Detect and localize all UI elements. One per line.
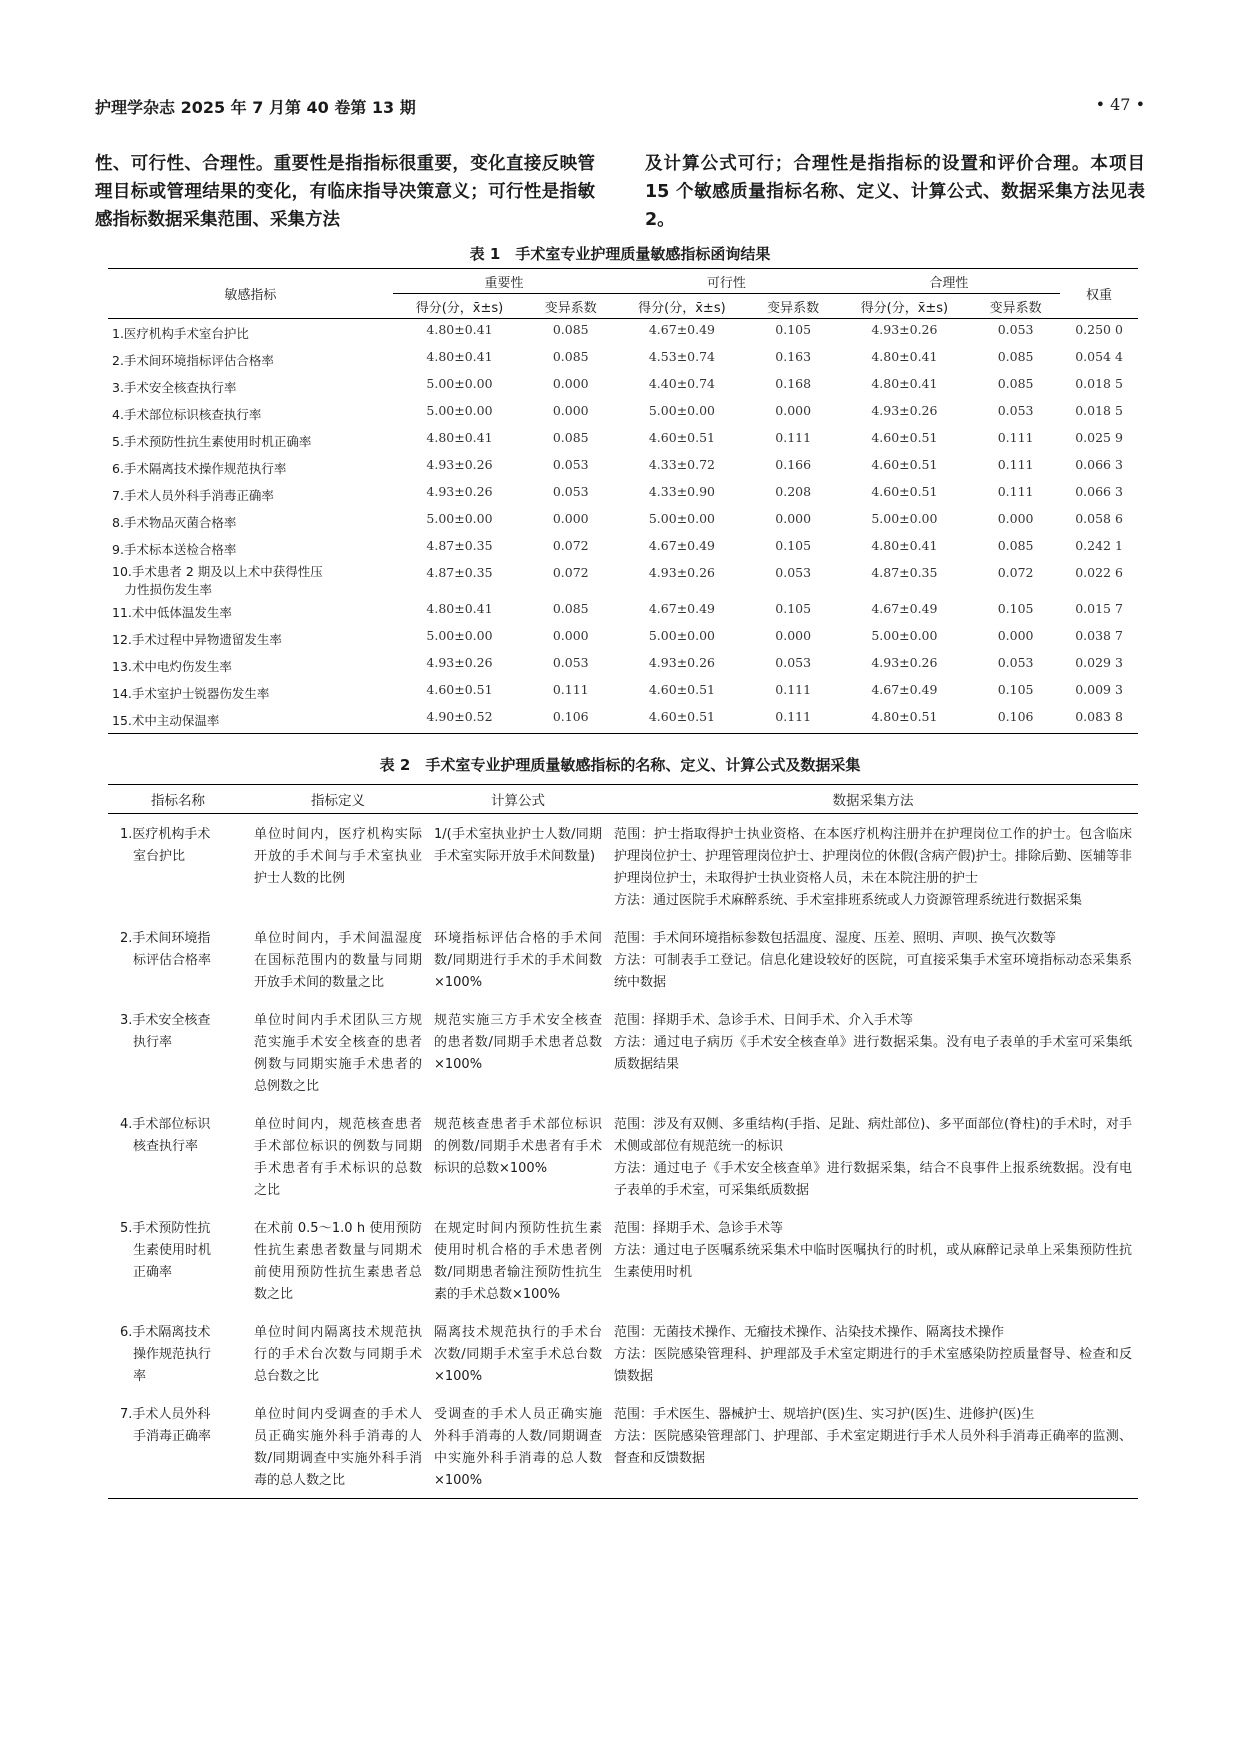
feasibility-score: 4.40±0.74 [648,376,715,391]
t1-header-indicator: 敏感指标 [108,269,393,319]
importance-cv: 0.053 [552,457,589,472]
rationality-cv: 0.000 [997,511,1034,526]
feasibility-cv: 0.053 [775,565,812,580]
table-row [108,373,1138,400]
table-row [108,706,1138,734]
table-row [108,427,1138,454]
feasibility-score: 4.67±0.49 [648,601,715,616]
feasibility-score: 4.60±0.51 [648,682,715,697]
table-row [108,679,1138,706]
importance-score: 4.90±0.52 [393,706,526,734]
intro-text [95,150,1145,230]
weight-value: 0.083 8 [1060,706,1138,734]
rationality-score: 4.60±0.51 [871,430,938,445]
importance-cv: 0.111 [552,682,589,697]
table-row [108,562,1138,598]
indicator-name: 4.手术部位标识 核查执行率 [120,1117,211,1154]
feasibility-score: 4.93±0.26 [648,565,715,580]
table-row [108,598,1138,625]
indicator-definition: 单位时间内手术团队三方规范实施手术安全核查的患者例数与同期实施手术患者的总例数之比 [254,1013,422,1094]
feasibility-cv: 0.000 [775,511,812,526]
rationality-cv: 0.000 [997,628,1034,643]
feasibility-score: 4.33±0.72 [648,457,715,472]
page-number: • 47 • [1095,95,1145,114]
importance-cv: 0.000 [552,403,589,418]
weight-value: 0.022 6 [1075,565,1123,580]
table-row [108,508,1138,535]
indicator-name: 9.手术标本送检合格率 [112,541,237,557]
rationality-score: 4.67±0.49 [871,682,938,697]
rationality-score: 4.93±0.26 [871,655,938,670]
indicator-name: 13.术中电灼伤发生率 [112,658,232,674]
importance-cv: 0.053 [552,655,589,670]
importance-score: 4.93±0.26 [426,457,493,472]
rationality-score: 4.87±0.35 [871,565,938,580]
importance-score: 4.80±0.41 [426,322,493,337]
indicator-name: 2.手术间环境指 标评估合格率 [120,931,212,968]
calculation-formula: 1/(手术室执业护士人数/同期手术室实际开放手术间数量) [434,827,602,864]
rationality-score: 5.00±0.00 [871,511,938,526]
importance-score: 4.87±0.35 [426,565,493,580]
feasibility-score: 4.60±0.51 [648,430,715,445]
weight-value: 0.029 3 [1075,655,1123,670]
rationality-cv: 0.105 [997,601,1034,616]
rationality-score: 4.80±0.51 [838,706,971,734]
importance-cv: 0.000 [552,376,589,391]
feasibility-score: 4.67±0.49 [648,538,715,553]
indicator-definition: 单位时间内隔离技术规范执行的手术台次数与同期手术总台数之比 [254,1325,422,1384]
table1 [108,268,1138,734]
rationality-score: 4.67±0.49 [871,601,938,616]
importance-cv: 0.085 [552,430,589,445]
data-collection-method: 范围：护士指取得护士执业资格、在本医疗机构注册并在护理岗位工作的护士。包含临床护理岗位护士、护理管理岗位护士、护理岗位的休假(含病产假)护士。排除后勤、医辅等非护理岗位护士，未取得护士执业资格人员，未在本院注册的护士 方法：通过医院手术麻醉系统、手术室排班系统或人力资源管理系统进行数据采集 [614,827,1132,908]
weight-value: 0.018 5 [1075,376,1123,391]
table-row [108,481,1138,508]
table2 [108,784,1138,1499]
indicator-name: 3.手术安全核查执行率 [112,379,237,395]
feasibility-cv: 0.168 [775,376,812,391]
indicator-name: 12.手术过程中异物遗留发生率 [112,631,282,647]
data-collection-method: 范围：择期手术、急诊手术等 方法：通过电子医嘱系统采集术中临时医嘱执行的时机，或从麻醉记录单上采集预防性抗生素使用时机 [614,1221,1132,1280]
weight-value: 0.054 4 [1075,349,1123,364]
rationality-cv: 0.085 [997,538,1034,553]
table-row [108,1208,1138,1312]
indicator-name: 11.术中低体温发生率 [112,604,232,620]
feasibility-cv: 0.105 [775,322,812,337]
rationality-cv: 0.105 [997,682,1034,697]
t1-header-cv: 变异系数 [971,294,1060,319]
rationality-score: 4.60±0.51 [871,484,938,499]
indicator-definition: 在术前 0.5～1.0 h 使用预防性抗生素患者数量与同期术前使用预防性抗生素患者总数之比 [254,1221,422,1302]
importance-cv: 0.085 [552,601,589,616]
feasibility-cv: 0.053 [775,655,812,670]
data-collection-method: 范围：择期手术、急诊手术、日间手术、介入手术等 方法：通过电子病历《手术安全核查单》进行数据采集。没有电子表单的手术室可采集纸质数据结果 [614,1013,1132,1072]
rationality-score: 4.60±0.51 [871,457,938,472]
t1-header-importance: 重要性 [393,269,615,294]
weight-value: 0.250 0 [1075,322,1123,337]
importance-score: 4.93±0.26 [426,655,493,670]
feasibility-cv: 0.163 [775,349,812,364]
feasibility-cv: 0.000 [775,628,812,643]
table-row [108,400,1138,427]
indicator-definition: 单位时间内，规范核查患者手术部位标识的例数与同期手术患者有手术标识的总数之比 [254,1117,422,1198]
indicator-name: 8.手术物品灭菌合格率 [112,514,237,530]
weight-value: 0.058 6 [1075,511,1123,526]
importance-score: 4.87±0.35 [426,538,493,553]
importance-cv: 0.053 [552,484,589,499]
intro-column-left: 性、可行性、合理性。重要性是指指标很重要，变化直接反映管理目标或管理结果的变化，有临床指导决策意义；可行性是指敏感指标数据采集范围、采集方法 [95,154,595,230]
importance-score: 5.00±0.00 [426,376,493,391]
importance-score: 4.80±0.41 [426,430,493,445]
rationality-cv: 0.053 [997,322,1034,337]
indicator-name: 5.手术预防性抗生素使用时机正确率 [112,433,312,449]
t2-header-name: 指标名称 [108,785,248,814]
calculation-formula: 隔离技术规范执行的手术台次数/同期手术室手术总台数×100% [434,1325,602,1384]
importance-score: 5.00±0.00 [426,403,493,418]
data-collection-method: 范围：无菌技术操作、无瘤技术操作、沾染技术操作、隔离技术操作 方法：医院感染管理科、护理部及手术室定期进行的手术室感染防控质量督导、检查和反馈数据 [614,1325,1132,1384]
table2-caption: 表 2 手术室专业护理质量敏感指标的名称、定义、计算公式及数据采集 [379,756,861,774]
table-row [108,814,1138,919]
feasibility-score: 4.67±0.49 [648,322,715,337]
table1-caption: 表 1 手术室专业护理质量敏感指标函询结果 [469,245,771,263]
weight-value: 0.242 1 [1075,538,1123,553]
table-row [108,1104,1138,1208]
rationality-cv: 0.053 [997,403,1034,418]
rationality-score: 4.80±0.41 [871,349,938,364]
weight-value: 0.066 3 [1075,484,1123,499]
t2-header-definition: 指标定义 [248,785,428,814]
data-collection-method: 范围：涉及有双侧、多重结构(手指、足趾、病灶部位)、多平面部位(脊柱)的手术时，对手术侧或部位有规范统一的标识 方法：通过电子《手术安全核查单》进行数据采集，结合不良事件上报系统数据。没有电子表单的手术室，可采集纸质数据 [614,1117,1132,1198]
feasibility-cv: 0.111 [749,706,838,734]
t2-header-formula: 计算公式 [428,785,608,814]
importance-score: 4.93±0.26 [426,484,493,499]
feasibility-score: 5.00±0.00 [648,511,715,526]
calculation-formula: 在规定时间内预防性抗生素使用时机合格的手术患者例数/同期患者输注预防性抗生素的手术总数×100% [434,1221,602,1302]
feasibility-cv: 0.166 [775,457,812,472]
rationality-cv: 0.072 [997,565,1034,580]
rationality-cv: 0.085 [997,349,1034,364]
feasibility-cv: 0.105 [775,538,812,553]
indicator-name: 7.手术人员外科手消毒正确率 [112,487,274,503]
importance-cv: 0.072 [552,538,589,553]
t1-header-cv: 变异系数 [526,294,615,319]
importance-score: 5.00±0.00 [426,511,493,526]
indicator-definition: 单位时间内，医疗机构实际开放的手术间与手术室执业护士人数的比例 [254,827,422,886]
indicator-name: 3.手术安全核查 执行率 [120,1013,211,1050]
importance-score: 4.80±0.41 [426,349,493,364]
importance-score: 4.60±0.51 [426,682,493,697]
t1-header-rationality: 合理性 [838,269,1060,294]
indicator-name: 6.手术隔离技术操作规范执行率 [112,460,287,476]
importance-cv: 0.000 [552,511,589,526]
feasibility-score: 4.60±0.51 [615,706,748,734]
indicator-name: 14.手术室护士锐器伤发生率 [112,685,270,701]
feasibility-score: 4.93±0.26 [648,655,715,670]
importance-cv: 0.000 [552,628,589,643]
indicator-name: 1.医疗机构手术室台护比 [112,325,249,341]
t1-header-weight: 权重 [1060,269,1138,319]
importance-score: 5.00±0.00 [426,628,493,643]
feasibility-score: 4.33±0.90 [648,484,715,499]
feasibility-cv: 0.111 [775,682,812,697]
feasibility-cv: 0.000 [775,403,812,418]
feasibility-cv: 0.208 [775,484,812,499]
table-row [108,319,1138,347]
weight-value: 0.009 3 [1075,682,1123,697]
calculation-formula: 规范实施三方手术安全核查的患者数/同期手术患者总数×100% [434,1013,602,1072]
indicator-name: 4.手术部位标识核查执行率 [112,406,262,422]
table-row [108,625,1138,652]
calculation-formula: 受调查的手术人员正确实施外科手消毒的人数/同期调查中实施外科手消毒的总人数×100% [428,1394,608,1499]
weight-value: 0.015 7 [1075,601,1123,616]
table-row [108,1394,1138,1499]
indicator-name: 7.手术人员外科 手消毒正确率 [108,1394,248,1499]
rationality-cv: 0.111 [997,484,1034,499]
feasibility-cv: 0.105 [775,601,812,616]
rationality-score: 4.80±0.41 [871,376,938,391]
data-collection-method: 范围：手术医生、器械护士、规培护(医)生、实习护(医)生、进修护(医)生 方法：医院感染管理部门、护理部、手术室定期进行手术人员外科手消毒正确率的监测、督查和反馈数据 [608,1394,1138,1499]
importance-cv: 0.085 [552,322,589,337]
rationality-cv: 0.085 [997,376,1034,391]
t1-header-cv: 变异系数 [749,294,838,319]
feasibility-score: 4.53±0.74 [648,349,715,364]
running-header [95,95,1145,125]
t1-header-score: 得分(分，x̄±s) [838,294,971,319]
rationality-score: 4.80±0.41 [871,538,938,553]
rationality-cv: 0.111 [997,430,1034,445]
table-row [108,1312,1138,1394]
importance-cv: 0.085 [552,349,589,364]
data-collection-method: 范围：手术间环境指标参数包括温度、湿度、压差、照明、声呗、换气次数等 方法：可制表手工登记。信息化建设较好的医院，可直接采集手术室环境指标动态采集系统中数据 [614,931,1132,990]
table-row [108,346,1138,373]
indicator-name: 1.医疗机构手术 室台护比 [120,827,211,864]
indicator-name: 2.手术间环境指标评估合格率 [112,352,274,368]
t2-header-method: 数据采集方法 [608,785,1138,814]
table-row [108,652,1138,679]
importance-score: 4.80±0.41 [426,601,493,616]
rationality-cv: 0.106 [971,706,1060,734]
indicator-name: 6.手术隔离技术 操作规范执行 率 [120,1325,212,1384]
journal-info: 护理学杂志 2025 年 7 月第 40 卷第 13 期 [95,98,416,117]
t1-header-score: 得分(分，x̄±s) [615,294,748,319]
rationality-cv: 0.111 [997,457,1034,472]
feasibility-score: 5.00±0.00 [648,403,715,418]
calculation-formula: 环境指标评估合格的手术间数/同期进行手术的手术间数×100% [434,931,602,990]
t1-header-feasibility: 可行性 [615,269,837,294]
table-row [108,1000,1138,1104]
intro-column-right: 及计算公式可行；合理性是指指标的设置和评价合理。本项目 15 个敏感质量指标名称、定义、计算公式、数据采集方法见表 2。 [645,154,1145,230]
table-row [108,454,1138,481]
weight-value: 0.066 3 [1075,457,1123,472]
rationality-score: 4.93±0.26 [871,322,938,337]
feasibility-cv: 0.111 [775,430,812,445]
rationality-score: 5.00±0.00 [871,628,938,643]
indicator-definition: 单位时间内，手术间温湿度在国标范围内的数量与同期开放手术间的数量之比 [254,931,422,990]
weight-value: 0.025 9 [1075,430,1123,445]
indicator-name: 5.手术预防性抗 生素使用时机 正确率 [120,1221,212,1280]
t1-header-score: 得分(分，x̄±s) [393,294,526,319]
importance-cv: 0.072 [552,565,589,580]
indicator-name: 10.手术患者 2 期及以上术中获得性压 力性损伤发生率 [112,564,323,597]
indicator-definition: 单位时间内受调查的手术人员正确实施外科手消毒的人数/同期调查中实施外科手消毒的总人数之比 [248,1394,428,1499]
feasibility-score: 5.00±0.00 [648,628,715,643]
rationality-score: 4.93±0.26 [871,403,938,418]
indicator-name: 15.术中主动保温率 [108,706,393,734]
importance-cv: 0.106 [526,706,615,734]
weight-value: 0.038 7 [1075,628,1123,643]
calculation-formula: 规范核查患者手术部位标识的例数/同期手术患者有手术标识的总数×100% [434,1117,602,1176]
table-row [108,918,1138,1000]
rationality-cv: 0.053 [997,655,1034,670]
weight-value: 0.018 5 [1075,403,1123,418]
table-row [108,535,1138,562]
